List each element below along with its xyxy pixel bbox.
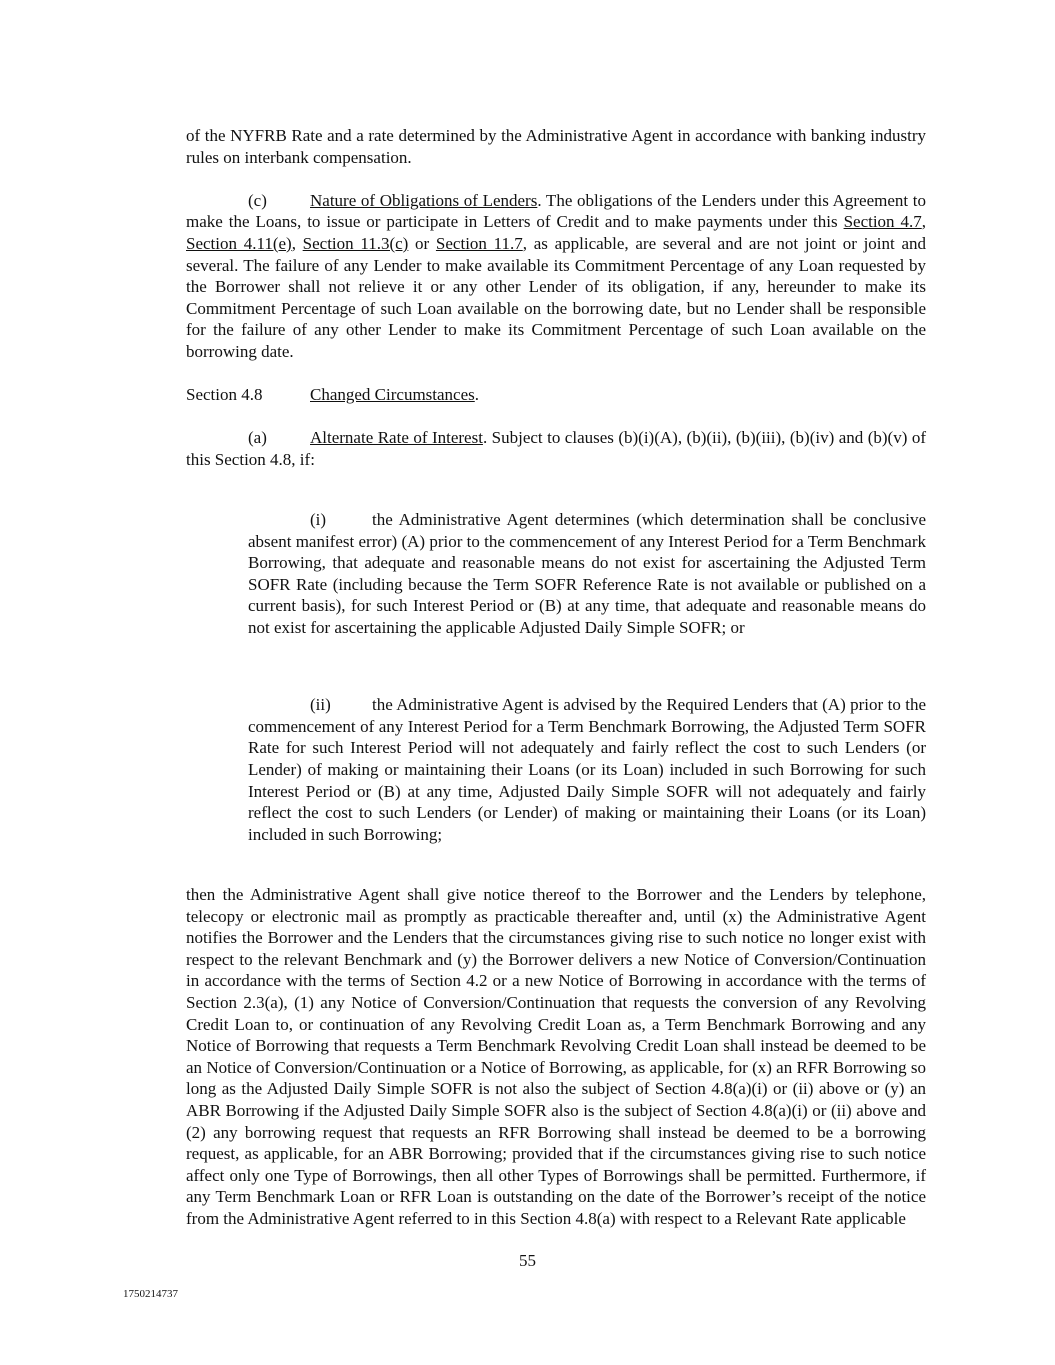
section-ref-11-3c: Section 11.3(c) <box>302 233 409 253</box>
page-number: 55 <box>519 1251 536 1270</box>
paragraph-c-text-1: . The obligations of the Lenders under this Agreement to make the Loans, to issue or participate in Letters of Credit and to make payments under this <box>186 190 926 232</box>
clause-label-ii: (ii) <box>310 695 331 715</box>
clause-label-c: (c) <box>248 190 267 210</box>
paragraph-a-text: . Subject to clauses (b)(i)(A), (b)(ii), (b)(iii), (b)(iv) and (b)(v) of this Section 4.8, if: <box>186 428 926 469</box>
section-ref-4-7: Section 4.7 <box>843 212 922 232</box>
paragraph-continued: of the NYFRB Rate and a rate determined by the Administrative Agent in accordance with banking industry rules on interbank compensation. <box>186 126 926 167</box>
paragraph-then: then the Administrative Agent shall give notice thereof to the Borrower and the Lenders by telephone, telecopy or electronic mail as promptly as practicable thereafter and, until (x) the Administrative Agent notifies the Borrower and the Lenders that the circumstances giving rise to such notice no longer exist with respect to the relevant Benchmark and (y) the Borrower delivers a new Notice of Conversion/Continuation in accordance with the terms of Section 4.2 or a new Notice of Borrowing in accordance with the terms of Section 2.3(a), (1) any Notice of Conversion/Continuation that requests the conversion of any Revolving Credit Loan to, or continuation of any Revolving Credit Loan as, a Term Benchmark Borrowing and any Notice of Borrowing that requests a Term Benchmark Revolving Credit Loan shall instead be deemed to be an Notice of Conversion/Continuation or a Notice of Borrowing, as applicable, for (x) an RFR Borrowing so long as the Adjusted Daily Simple SOFR is not also the subject of Section 4.8(a)(i) or (ii) above or (y) an ABR Borrowing if the Adjusted Daily Simple SOFR also is the subject of Section 4.8(a)(i) or (ii) above and (2) any borrowing request that requests an RFR Borrowing shall instead be deemed to be a borrowing request, as applicable, for an ABR Borrowing; provided that if the circumstances giving rise to such notice affect only one Type of Borrowings, then all other Types of Borrowings shall be permitted. Furthermore, if any Term Benchmark Loan or RFR Loan is outstanding on the date of the Borrower’s receipt of the notice from the Administrative Agent referred to in this Section 4.8(a) with respect to a Relevant Rate applicable <box>186 885 926 1228</box>
heading-nature-of-obligations: Nature of Obligations of Lenders <box>310 190 538 210</box>
paragraph-ii <box>248 694 926 845</box>
clause-label-a: (a) <box>248 428 267 448</box>
paragraph-i <box>248 509 926 639</box>
paragraph-a <box>186 427 926 470</box>
clause-label-i: (i) <box>310 510 327 530</box>
heading-alternate-rate: Alternate Rate of Interest <box>310 428 483 448</box>
document-id: 1750214737 <box>123 1288 178 1300</box>
paragraph-ii-text: the Administrative Agent is advised by the Required Lenders that (A) prior to the commencement of any Interest Period for a Term Benchmark Borrowing, the Adjusted Term SOFR Rate for such Interest Period will not adequately and fairly reflect the cost to such Lenders (or Lender) of making or maintaining their Loans (or its Loan) included in such Borrowing for such Interest Period or (B) at any time, Adjusted Daily Simple SOFR will not adequately and fairly reflect the cost to such Lenders (or Lender) of making or maintaining their Loans (or its Loan) included in such Borrowing; <box>248 695 926 844</box>
document-body <box>186 125 926 1230</box>
section-heading: Section 4.8 Changed Circumstances. <box>186 385 480 405</box>
section-title: Changed Circumstances <box>310 385 475 405</box>
paragraph-i-text: the Administrative Agent determines (which determination shall be conclusive absent manifest error) (A) prior to the commencement of any Interest Period for a Term Benchmark Borrowing, that adequate and reasonable means do not exist for ascertaining the Adjusted Term SOFR Rate (including because the Term SOFR Reference Rate is not available or published on a current basis), for such Interest Period or (B) at any time, that adequate and reasonable means do not exist for ascertaining the applicable Adjusted Daily Simple SOFR; or <box>248 510 926 638</box>
section-ref-4-11e: Section 4.11(e) <box>186 233 292 253</box>
section-ref-11-7: Section 11.7 <box>435 233 523 253</box>
paragraph-c: (c) Nature of Obligations of Lenders. The obligations of the Lenders under this Agreement to make the Loans, to issue or participate in Letters of Credit and to make payments under this Section 4.7, Section 4.11(e), Section 11.3(c) or Section 11.7, as applicable, are several and are not joint or joint and several. The failure of any Lender to make available its Commitment Percentage of any Loan requested by the Borrower shall not relieve it or any other Lender of its obligation, if any, hereunder to make its Commitment Percentage of such Loan available on the borrowing date, but no Lender shall be responsible for the failure of any other Lender to make its Commitment Percentage of such Loan available on the borrowing date. <box>186 190 926 361</box>
paragraph-c-text-2: , as applicable, are several and are not joint or joint and several. The failure of any Lender to make available its Commitment Percentage of any Loan requested by the Borrower shall not relieve it or any other Lender of its obligation, if any, hereunder to make its Commitment Percentage of such Loan available on the borrowing date, but no Lender shall be responsible for the failure of any other Lender to make its Commitment Percentage of such Loan available on the borrowing date. <box>186 233 926 361</box>
section-number: Section 4.8 <box>186 385 263 405</box>
